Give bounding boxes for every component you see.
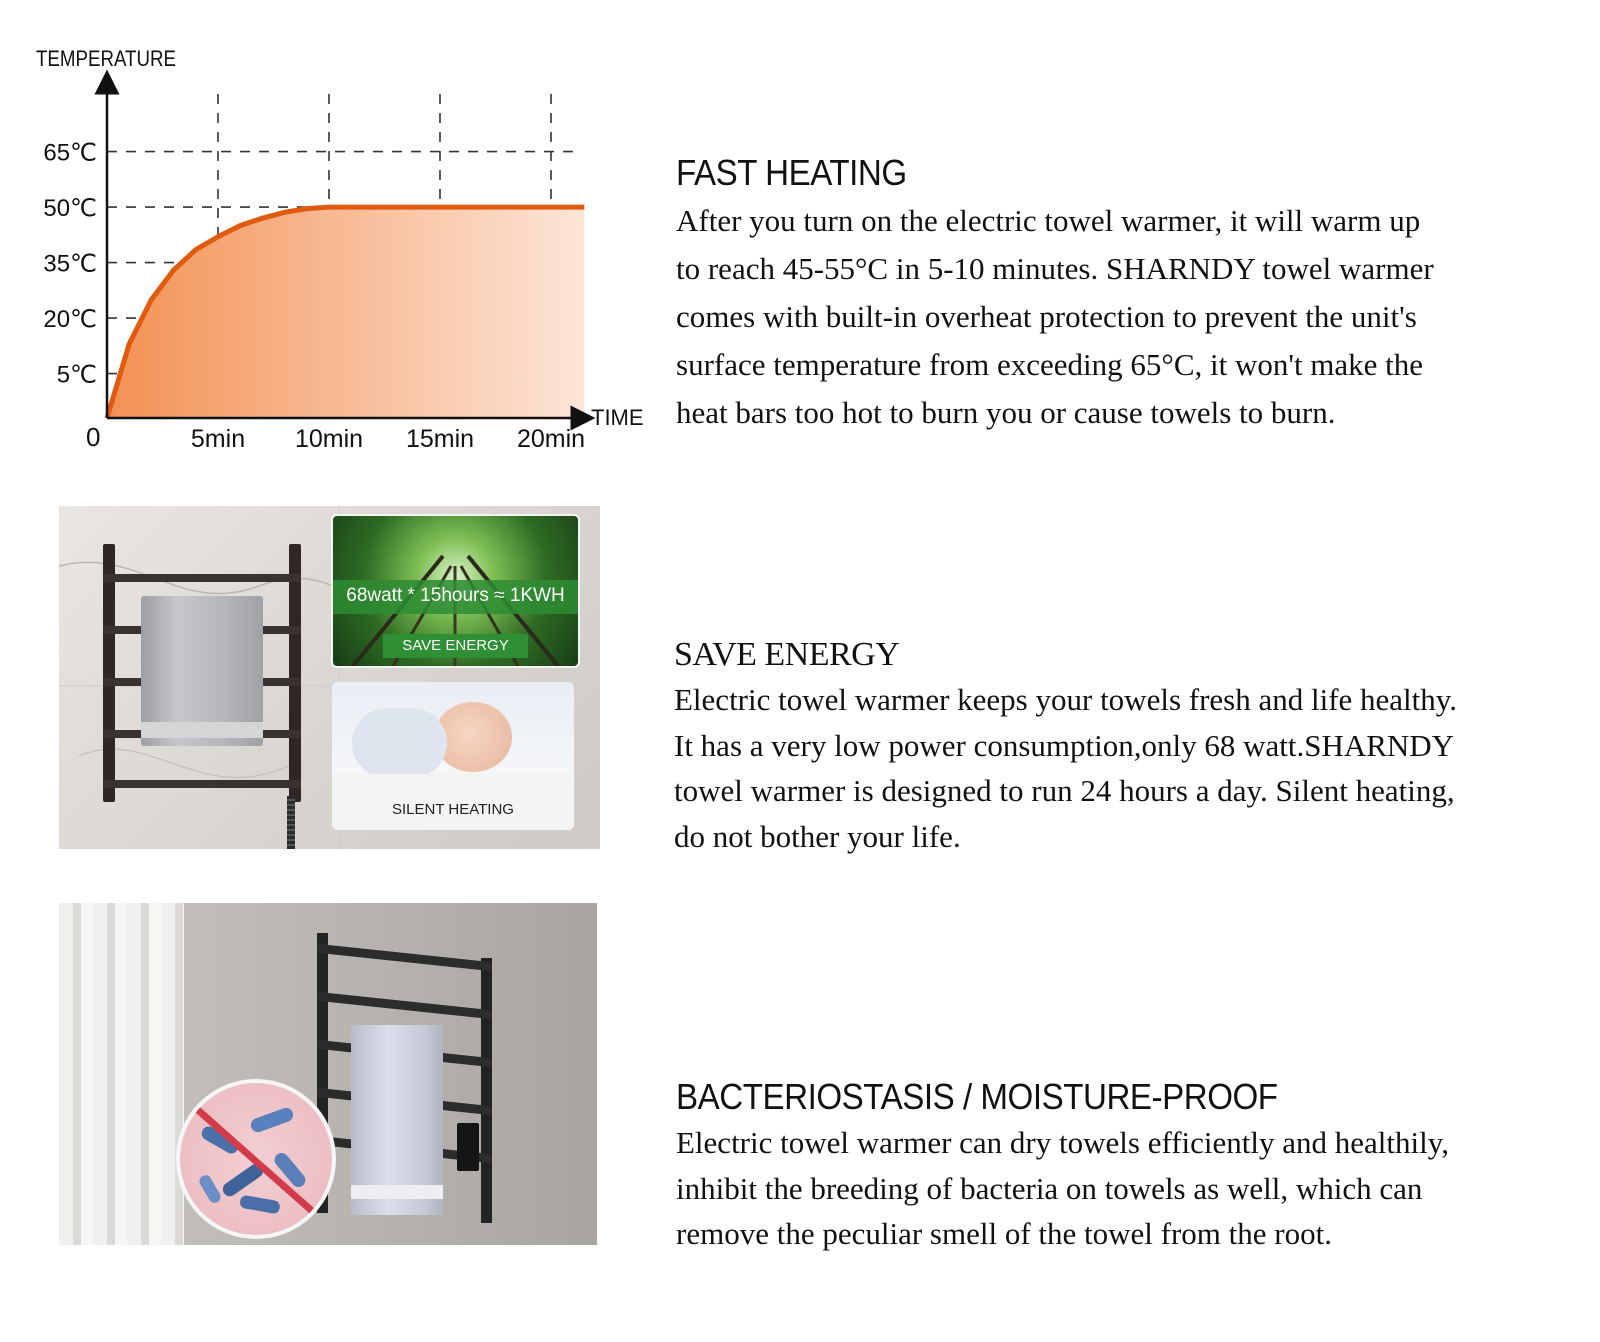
text-line: remove the peculiar smell of the towel from the root. [676,1216,1332,1251]
forest-card [331,514,580,668]
save-energy-title: SAVE ENERGY [674,636,900,673]
fast-heating-title: FAST HEATING [676,152,907,193]
x-tick-label: 5min [190,425,246,453]
text-line: Electric towel warmer keeps your towels fresh and life healthy. [674,682,1458,717]
control-panel [457,1123,479,1171]
baby-body [352,708,447,778]
towel-rack [103,544,303,804]
temperature-area [107,207,584,418]
curtain [59,903,184,1245]
text-line: to reach 45-55°C in 5-10 minutes. SHARNDY towel warmer [676,251,1434,286]
y-axis-title: TEMPERATURE [36,46,176,71]
sleeping-baby-card [332,682,574,830]
text-line: towel warmer is designed to run 24 hours a day. Silent heating, [674,773,1455,808]
origin-label: 0 [86,422,101,452]
towel-rack [317,933,497,1223]
x-tick-label: 10min [294,425,364,453]
fast-heating-description [676,197,1576,437]
y-tick-label: 65℃ [43,139,97,167]
bacteria-icon [180,1083,332,1235]
heating-curve-chart [0,0,660,480]
y-tick-label: 35℃ [43,250,97,278]
text-line: heat bars too hot to burn you or cause towels to burn. [676,395,1336,430]
y-tick-label: 20℃ [43,306,97,334]
text-line: After you turn on the electric towel warmer, it will warm up [676,203,1421,238]
bacteria-magnifier [176,1079,336,1239]
text-line: surface temperature from exceeding 65°C, it won't make the [676,347,1424,382]
bacteriostasis-title: BACTERIOSTASIS / MOISTURE-PROOF [676,1076,1278,1117]
save-energy-badge-label: SAVE ENERGY [402,637,509,654]
text-line: inhibit the breeding of bacteria on towels as well, which can [676,1170,1423,1206]
text-line: comes with built-in overheat protection to prevent the unit's [676,299,1417,334]
y-tick-label: 50℃ [43,195,97,223]
power-cord [287,796,295,849]
x-tick-label: 20min [516,425,586,453]
text-line: It has a very low power consumption,only 68 watt.SHARNDY [674,727,1455,763]
x-tick-label: 15min [405,425,475,453]
y-tick-label: 5℃ [56,361,97,389]
silent-heating-label: SILENT HEATING [392,801,514,818]
text-line: Electric towel warmer can dry towels efficiently and healthily, [676,1125,1449,1160]
bacteriostasis-photo [59,903,597,1245]
energy-formula: 68watt * 15hours ≈ 1KWH [346,585,565,606]
save-energy-photo [59,506,600,849]
text-line: do not bother your life. [674,818,961,854]
save-energy-description [674,677,1594,859]
bacteriostasis-description [676,1120,1576,1257]
x-axis-title: TIME [591,405,644,430]
